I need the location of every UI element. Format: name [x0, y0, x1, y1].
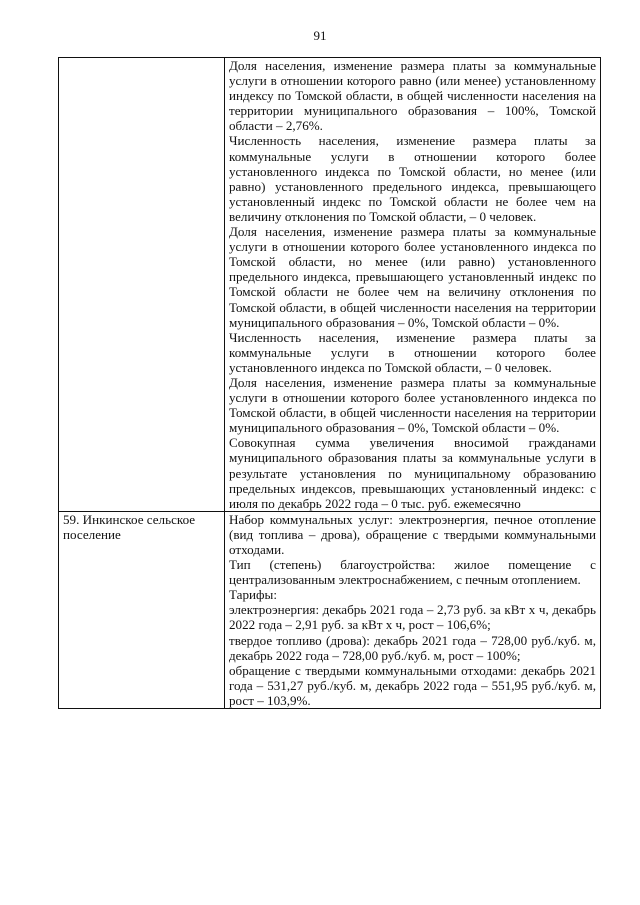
paragraph: Доля населения, изменение размера платы за коммунальные услуги в отношении которого более установленного индекса по Томской области, но менее (или равно) установленного предельного индекса, превышающего установленный индекс по Томской области не более чем на величину отклонения по Томской области, в общей численности населения на территории муниципального образования – 0%, Томской области – 0%.: [229, 224, 596, 330]
page-number: 91: [313, 28, 327, 43]
table-row: [59, 511, 601, 708]
municipality-cell: 59. Инкинское сельское поселение: [59, 511, 225, 708]
paragraph: твердое топливо (дрова): декабрь 2021 года – 728,00 руб./куб. м, декабрь 2022 года – 728,00 руб./куб. м, рост – 100%;: [229, 632, 596, 663]
table-row: [59, 58, 601, 512]
paragraph: Набор коммунальных услуг: электроэнергия, печное отопление (вид топлива – дрова), обращение с твердыми коммунальными отходами.: [229, 511, 596, 557]
indicators-cell: [225, 511, 601, 708]
indicators-cell: [225, 58, 601, 512]
paragraph: электроэнергия: декабрь 2021 года – 2,73 руб. за кВт х ч, декабрь 2022 года – 2,91 руб. за кВт х ч, рост – 106,6%;: [229, 602, 596, 633]
paragraph: Тип (степень) благоустройства: жилое помещение с централизованным электроснабжением, с печным отоплением.: [229, 557, 596, 588]
paragraph: Численность населения, изменение размера платы за коммунальные услуги в отношении которого более установленного индекса по Томской области, но менее (или равно) установленного предельного индекса, превышающего установленный индекс по Томской области не более чем на величину отклонения по Томской области, – 0 человек.: [229, 133, 596, 224]
paragraph: Доля населения, изменение размера платы за коммунальные услуги в отношении которого равно (или менее) установленному индексу по Томской области, в общей численности населения на территории муниципального образования – 100%, Томской области – 2,76%.: [229, 58, 596, 134]
municipality-cell: [59, 58, 225, 512]
paragraph: Численность населения, изменение размера платы за коммунальные услуги в отношении которого более установленного индекса по Томской области, – 0 человек.: [229, 329, 596, 375]
paragraph: Доля населения, изменение размера платы за коммунальные услуги в отношении которого более установленного индекса по Томской области, в общей численности населения на территории муниципального образования – 0%, Томской области – 0%.: [229, 374, 596, 436]
paragraph: обращение с твердыми коммунальными отходами: декабрь 2021 года – 531,27 руб./куб. м, декабрь 2022 года – 551,95 руб./куб. м, рост – 103,9%.: [229, 662, 596, 708]
paragraph: Тарифы:: [229, 587, 277, 603]
paragraph: Совокупная сумма увеличения вносимой гражданами муниципального образования платы за коммунальные услуги в результате установления по муниципальному образованию предельных индексов, превышающих установленный индекс: с июля по декабрь 2022 года – 0 тыс. руб. ежемесячно: [229, 435, 596, 511]
municipal-indicators-table: [58, 57, 601, 709]
